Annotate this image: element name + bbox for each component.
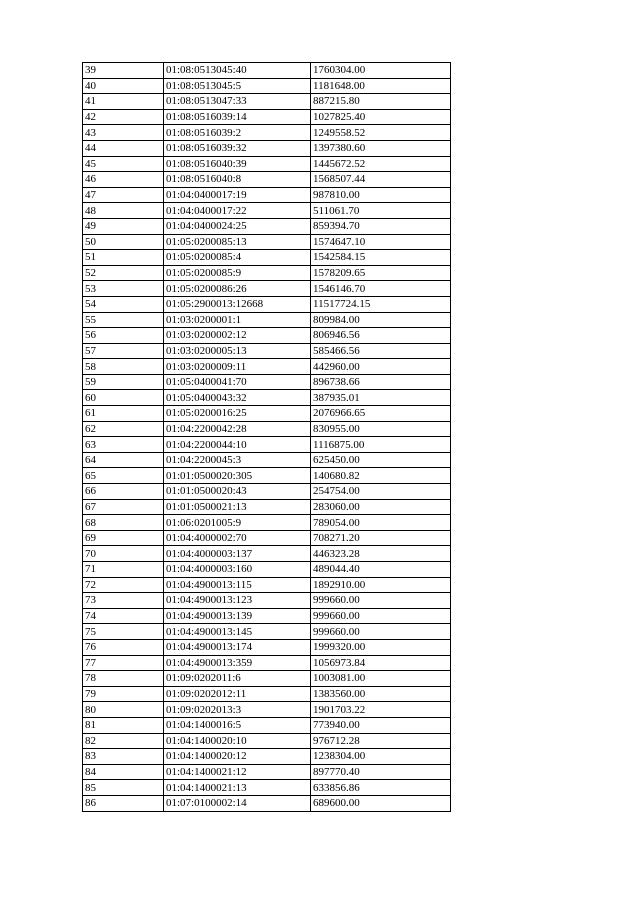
cadastral-number-cell: 01:04:4900013:139: [164, 608, 311, 624]
value-cell: 283060.00: [311, 499, 451, 515]
table-row: [83, 296, 451, 312]
cadastral-number-cell: 01:03:0200001:1: [164, 312, 311, 328]
value-cell: 1056973.84: [311, 655, 451, 671]
table-row: [83, 530, 451, 546]
table-row: [83, 499, 451, 515]
value-cell: 809984.00: [311, 312, 451, 328]
table-row: [83, 94, 451, 110]
row-number-cell: 60: [83, 390, 164, 406]
table-row: [83, 795, 451, 811]
table-row: [83, 328, 451, 344]
cadastral-number-cell: 01:04:4900013:174: [164, 639, 311, 655]
cadastral-number-cell: 01:05:0200085:4: [164, 250, 311, 266]
row-number-cell: 46: [83, 172, 164, 188]
row-number-cell: 76: [83, 639, 164, 655]
table-row: [83, 218, 451, 234]
value-cell: 773940.00: [311, 717, 451, 733]
cadastral-number-cell: 01:03:0200005:13: [164, 343, 311, 359]
value-cell: 689600.00: [311, 795, 451, 811]
row-number-cell: 80: [83, 702, 164, 718]
cadastral-number-cell: 01:04:0400017:22: [164, 203, 311, 219]
value-cell: 633856.86: [311, 780, 451, 796]
cadastral-number-cell: 01:04:2200044:10: [164, 437, 311, 453]
row-number-cell: 68: [83, 515, 164, 531]
cadastral-number-cell: 01:08:0516039:32: [164, 140, 311, 156]
value-cell: 1542584.15: [311, 250, 451, 266]
cadastral-number-cell: 01:03:0200009:11: [164, 359, 311, 375]
table-row: [83, 421, 451, 437]
row-number-cell: 78: [83, 671, 164, 687]
row-number-cell: 53: [83, 281, 164, 297]
row-number-cell: 39: [83, 63, 164, 79]
table-row: [83, 63, 451, 79]
cadastral-number-cell: 01:08:0516039:14: [164, 109, 311, 125]
table-row: [83, 484, 451, 500]
cadastral-number-cell: 01:04:4900013:359: [164, 655, 311, 671]
row-number-cell: 79: [83, 686, 164, 702]
value-cell: 1181648.00: [311, 78, 451, 94]
value-cell: 1999320.00: [311, 639, 451, 655]
table-row: [83, 343, 451, 359]
value-cell: 897770.40: [311, 764, 451, 780]
value-cell: 2076966.65: [311, 406, 451, 422]
table-row: [83, 390, 451, 406]
value-cell: 1116875.00: [311, 437, 451, 453]
cadastral-number-cell: 01:04:1400020:12: [164, 749, 311, 765]
cadastral-number-cell: 01:09:0202011:6: [164, 671, 311, 687]
table-row: [83, 452, 451, 468]
value-cell: 254754.00: [311, 484, 451, 500]
row-number-cell: 47: [83, 187, 164, 203]
row-number-cell: 52: [83, 265, 164, 281]
value-cell: 1383560.00: [311, 686, 451, 702]
cadastral-number-cell: 01:08:0516040:8: [164, 172, 311, 188]
table-row: [83, 140, 451, 156]
row-number-cell: 71: [83, 562, 164, 578]
cadastral-number-cell: 01:08:0513045:40: [164, 63, 311, 79]
table-row: [83, 187, 451, 203]
row-number-cell: 67: [83, 499, 164, 515]
table-row: [83, 671, 451, 687]
value-cell: 387935.01: [311, 390, 451, 406]
table-row: [83, 639, 451, 655]
row-number-cell: 54: [83, 296, 164, 312]
cadastral-number-cell: 01:05:0200085:13: [164, 234, 311, 250]
row-number-cell: 43: [83, 125, 164, 141]
cadastral-number-cell: 01:09:0202012:11: [164, 686, 311, 702]
row-number-cell: 75: [83, 624, 164, 640]
value-cell: 1901703.22: [311, 702, 451, 718]
cadastral-number-cell: 01:01:0500020:43: [164, 484, 311, 500]
value-cell: 625450.00: [311, 452, 451, 468]
cadastral-number-cell: 01:05:0400043:32: [164, 390, 311, 406]
table-row: [83, 78, 451, 94]
cadastral-number-cell: 01:04:1400020:10: [164, 733, 311, 749]
table-row: [83, 655, 451, 671]
cadastral-number-cell: 01:04:4900013:123: [164, 593, 311, 609]
value-cell: 1003081.00: [311, 671, 451, 687]
table-row: [83, 562, 451, 578]
cadastral-number-cell: 01:07:0100002:14: [164, 795, 311, 811]
table-row: [83, 686, 451, 702]
value-cell: 987810.00: [311, 187, 451, 203]
value-cell: 11517724.15: [311, 296, 451, 312]
table-row: [83, 624, 451, 640]
row-number-cell: 77: [83, 655, 164, 671]
value-cell: 830955.00: [311, 421, 451, 437]
row-number-cell: 73: [83, 593, 164, 609]
row-number-cell: 44: [83, 140, 164, 156]
value-cell: 1027825.40: [311, 109, 451, 125]
row-number-cell: 45: [83, 156, 164, 172]
table-row: [83, 593, 451, 609]
cadastral-number-cell: 01:05:2900013:12668: [164, 296, 311, 312]
row-number-cell: 41: [83, 94, 164, 110]
value-cell: 511061.70: [311, 203, 451, 219]
table-row: [83, 172, 451, 188]
row-number-cell: 57: [83, 343, 164, 359]
table-row: [83, 749, 451, 765]
cadastral-number-cell: 01:05:0200085:9: [164, 265, 311, 281]
value-cell: 140680.82: [311, 468, 451, 484]
table-row: [83, 437, 451, 453]
value-cell: 1546146.70: [311, 281, 451, 297]
cadastral-number-cell: 01:04:2200045:3: [164, 452, 311, 468]
cadastral-number-cell: 01:04:1400016:5: [164, 717, 311, 733]
row-number-cell: 51: [83, 250, 164, 266]
table-row: [83, 234, 451, 250]
cadastral-number-cell: 01:05:0200016:25: [164, 406, 311, 422]
table-row: [83, 156, 451, 172]
cadastral-number-cell: 01:04:4900013:145: [164, 624, 311, 640]
row-number-cell: 40: [83, 78, 164, 94]
row-number-cell: 72: [83, 577, 164, 593]
cadastral-number-cell: 01:04:4000002:70: [164, 530, 311, 546]
table-row: [83, 717, 451, 733]
row-number-cell: 70: [83, 546, 164, 562]
value-cell: 1238304.00: [311, 749, 451, 765]
cadastral-number-cell: 01:04:1400021:13: [164, 780, 311, 796]
value-cell: 1397380.60: [311, 140, 451, 156]
table-row: [83, 312, 451, 328]
table-row: [83, 359, 451, 375]
cadastral-number-cell: 01:01:0500020:305: [164, 468, 311, 484]
table-body: [83, 63, 451, 812]
cadastral-number-cell: 01:08:0513045:5: [164, 78, 311, 94]
table-row: [83, 406, 451, 422]
row-number-cell: 65: [83, 468, 164, 484]
table-row: [83, 546, 451, 562]
cadastral-number-cell: 01:04:0400017:19: [164, 187, 311, 203]
row-number-cell: 82: [83, 733, 164, 749]
cadastral-number-cell: 01:04:1400021:12: [164, 764, 311, 780]
cadastral-number-cell: 01:08:0513047:33: [164, 94, 311, 110]
row-number-cell: 86: [83, 795, 164, 811]
value-cell: 896738.66: [311, 374, 451, 390]
row-number-cell: 62: [83, 421, 164, 437]
table-row: [83, 468, 451, 484]
row-number-cell: 69: [83, 530, 164, 546]
cadastral-number-cell: 01:09:0202013:3: [164, 702, 311, 718]
cadastral-number-cell: 01:08:0516040:39: [164, 156, 311, 172]
table-row: [83, 515, 451, 531]
data-table: [82, 62, 451, 812]
cadastral-number-cell: 01:04:4000003:160: [164, 562, 311, 578]
table-row: [83, 702, 451, 718]
table-row: [83, 764, 451, 780]
row-number-cell: 84: [83, 764, 164, 780]
cadastral-number-cell: 01:08:0516039:2: [164, 125, 311, 141]
value-cell: 859394.70: [311, 218, 451, 234]
cadastral-number-cell: 01:06:0201005:9: [164, 515, 311, 531]
row-number-cell: 48: [83, 203, 164, 219]
value-cell: 1574647.10: [311, 234, 451, 250]
value-cell: 999660.00: [311, 624, 451, 640]
value-cell: 1760304.00: [311, 63, 451, 79]
value-cell: 442960.00: [311, 359, 451, 375]
value-cell: 976712.28: [311, 733, 451, 749]
row-number-cell: 83: [83, 749, 164, 765]
value-cell: 489044.40: [311, 562, 451, 578]
table-row: [83, 608, 451, 624]
table-row: [83, 265, 451, 281]
cadastral-number-cell: 01:05:0400041:70: [164, 374, 311, 390]
row-number-cell: 74: [83, 608, 164, 624]
table-row: [83, 250, 451, 266]
row-number-cell: 61: [83, 406, 164, 422]
value-cell: 1892910.00: [311, 577, 451, 593]
table-row: [83, 374, 451, 390]
cadastral-number-cell: 01:01:0500021:13: [164, 499, 311, 515]
table-row: [83, 203, 451, 219]
cadastral-number-cell: 01:04:4900013:115: [164, 577, 311, 593]
row-number-cell: 50: [83, 234, 164, 250]
row-number-cell: 42: [83, 109, 164, 125]
value-cell: 1445672.52: [311, 156, 451, 172]
row-number-cell: 55: [83, 312, 164, 328]
row-number-cell: 63: [83, 437, 164, 453]
table-row: [83, 109, 451, 125]
value-cell: 1568507.44: [311, 172, 451, 188]
value-cell: 806946.56: [311, 328, 451, 344]
row-number-cell: 49: [83, 218, 164, 234]
value-cell: 585466.56: [311, 343, 451, 359]
value-cell: 446323.28: [311, 546, 451, 562]
value-cell: 708271.20: [311, 530, 451, 546]
row-number-cell: 64: [83, 452, 164, 468]
value-cell: 887215.80: [311, 94, 451, 110]
cadastral-number-cell: 01:05:0200086:26: [164, 281, 311, 297]
table-row: [83, 281, 451, 297]
row-number-cell: 85: [83, 780, 164, 796]
table-row: [83, 780, 451, 796]
cadastral-number-cell: 01:04:0400024:25: [164, 218, 311, 234]
table-row: [83, 125, 451, 141]
value-cell: 789054.00: [311, 515, 451, 531]
value-cell: 999660.00: [311, 608, 451, 624]
cadastral-number-cell: 01:03:0200002:12: [164, 328, 311, 344]
row-number-cell: 56: [83, 328, 164, 344]
row-number-cell: 66: [83, 484, 164, 500]
value-cell: 1249558.52: [311, 125, 451, 141]
cadastral-number-cell: 01:04:4000003:137: [164, 546, 311, 562]
table-row: [83, 577, 451, 593]
value-cell: 999660.00: [311, 593, 451, 609]
row-number-cell: 81: [83, 717, 164, 733]
table-row: [83, 733, 451, 749]
value-cell: 1578209.65: [311, 265, 451, 281]
row-number-cell: 58: [83, 359, 164, 375]
row-number-cell: 59: [83, 374, 164, 390]
cadastral-number-cell: 01:04:2200042:28: [164, 421, 311, 437]
